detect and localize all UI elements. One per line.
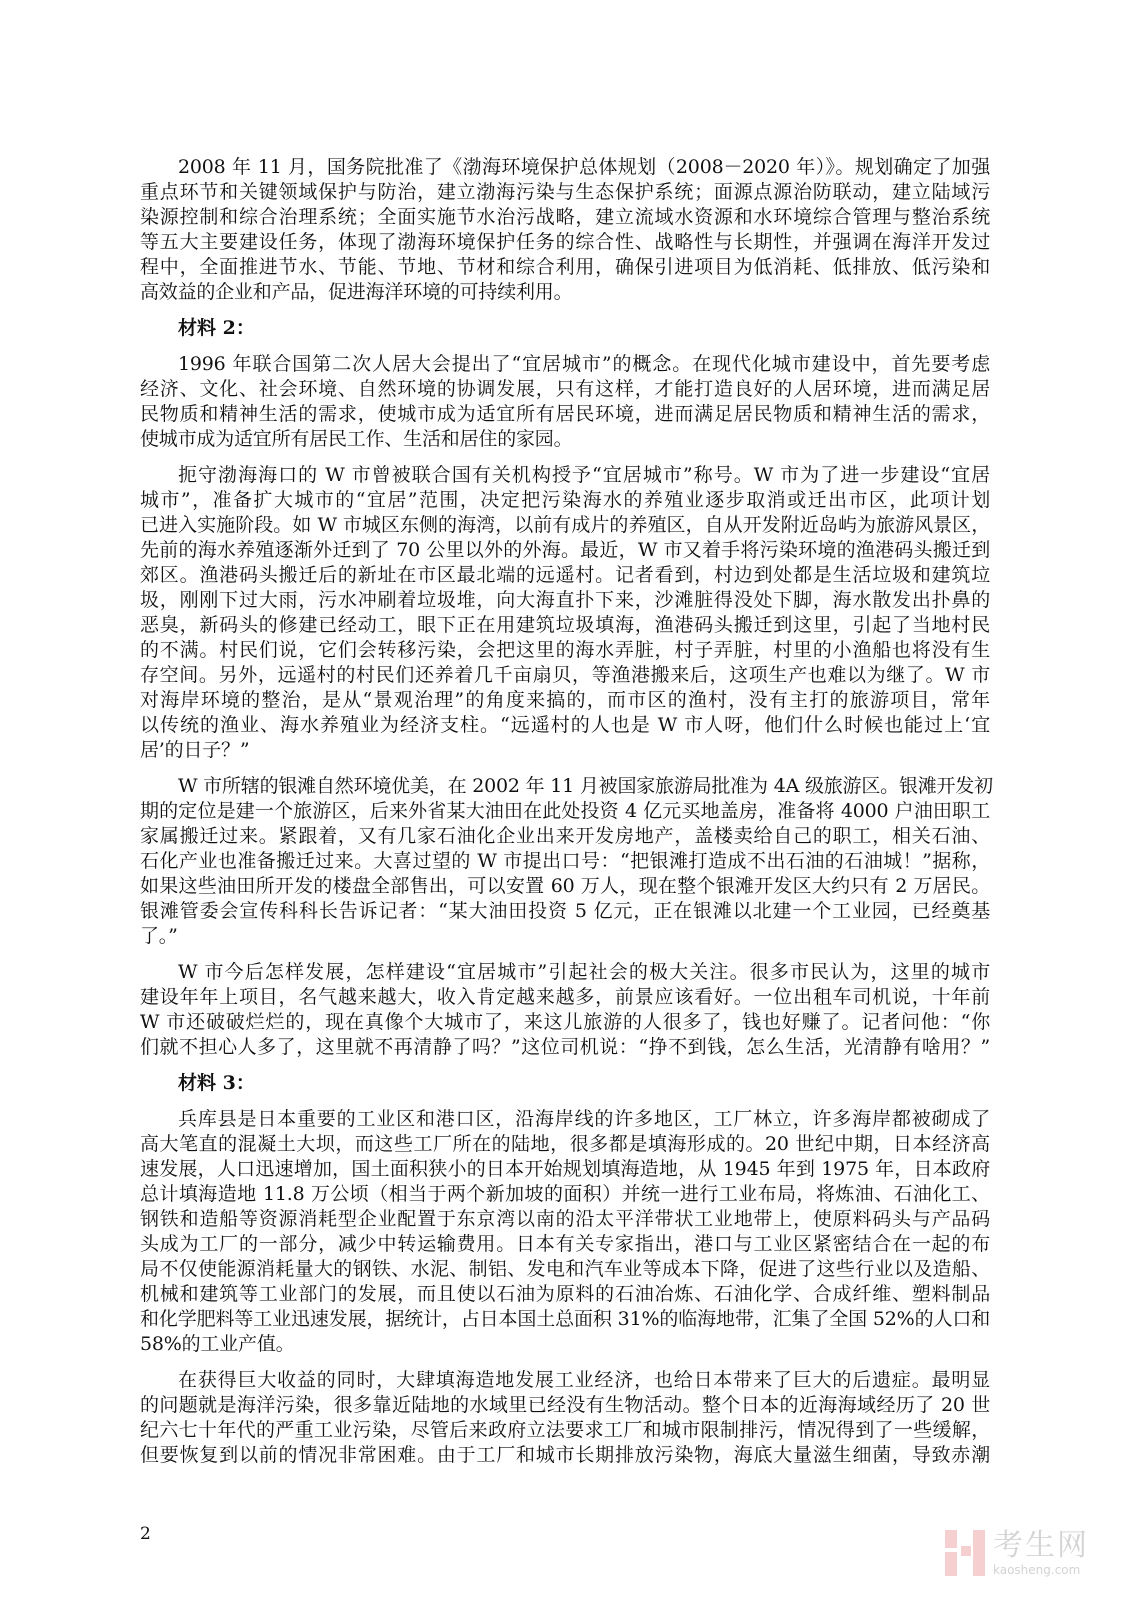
text-line: W 市还破破烂烂的，现在真像个大城市了，来这儿旅游的人很多了，钱也好赚了。记者问他：“你	[140, 1011, 990, 1033]
text-line: 58%的工业产值。	[140, 1333, 295, 1355]
kaosheng-logo-icon	[945, 1530, 985, 1576]
text-line: 兵库县是日本重要的工业区和港口区，沿海岸线的许多地区，工厂林立，许多海岸都被砌成了	[178, 1108, 990, 1130]
text-line: 使城市成为适宜所有居民工作、生活和居住的家园。	[140, 428, 573, 450]
text-line: 银滩管委会宣传科科长告诉记者：“某大油田投资 5 亿元，正在银滩以北建一个工业园，已经奠基	[140, 900, 990, 922]
text-line: 如果这些油田所开发的楼盘全部售出，可以安置 60 万人，现在整个银滩开发区大约只有 2 万居民。	[140, 875, 990, 897]
text-line: 和化学肥料等工业迅速发展，据统计，占日本国土总面积 31%的临海地带，汇集了全国 52%的人口和	[140, 1308, 990, 1330]
text-line: 等五大主要建设任务，体现了渤海环境保护任务的综合性、战略性与长期性，并强调在海洋开发过	[140, 231, 990, 253]
text-line: 1996 年联合国第二次人居大会提出了“宜居城市”的概念。在现代化城市建设中，首先要考虑	[178, 353, 990, 375]
text-line: 建设年年上项目，名气越来越大，收入肯定越来越多，前景应该看好。一位出租车司机说，十年前	[140, 986, 990, 1008]
page-number: 2	[140, 1524, 151, 1544]
text-line: 城市”，准备扩大城市的“宜居”范围，决定把污染海水的养殖业逐步取消或迁出市区，此项计划	[140, 489, 990, 511]
text-line: 总计填海造地 11.8 万公顷（相当于两个新加坡的面积）并统一进行工业布局，将炼油、石油化工、	[140, 1183, 990, 1205]
text-line: 存空间。另外，远遥村的村民们还养着几千亩扇贝，等渔港搬来后，这项生产也难以为继了。W 市	[140, 664, 990, 686]
section-heading: 材料 3：	[178, 1072, 255, 1094]
text-line: 头成为工厂的一部分，减少中转运输费用。日本有关专家指出，港口与工业区紧密结合在一起的布	[140, 1233, 990, 1255]
paragraph	[140, 774, 993, 949]
text-line: 程中，全面推进节水、节能、节地、节材和综合利用，确保引进项目为低消耗、低排放、低污染和	[140, 256, 990, 278]
text-line: 对海岸环境的整治，是从“景观治理”的角度来搞的，而市区的渔村，没有主打的旅游项目，常年	[140, 689, 990, 711]
text-line: 纪六七十年代的严重工业污染，尽管后来政府立法要求工厂和城市限制排污，情况得到了一些缓解，	[140, 1419, 990, 1441]
text-line: 郊区。渔港码头搬迁后的新址在市区最北端的远遥村。记者看到，村边到处都是生活垃圾和建筑垃	[140, 564, 990, 586]
text-line: 高大笔直的混凝土大坝，而这些工厂所在的陆地，很多都是填海形成的。20 世纪中期，日本经济高	[140, 1133, 990, 1155]
paragraph	[140, 352, 990, 452]
watermark-en: kaosheng.com	[993, 1562, 1081, 1577]
text-line: 重点环节和关键领域保护与防治，建立渤海污染与生态保护系统；面源点源治防联动，建立陆域污	[140, 181, 990, 203]
watermark-cn: 考生网	[993, 1527, 1089, 1563]
text-line: 圾，刚刚下过大雨，污水冲刷着垃圾堆，向大海直扑下来，沙滩脏得没处下脚，海水散发出扑鼻的	[140, 589, 990, 611]
paragraph	[140, 1107, 990, 1357]
text-line: W 市今后怎样发展，怎样建设“宜居城市”引起社会的极大关注。很多市民认为，这里的城市	[178, 961, 990, 983]
text-line: 期的定位是建一个旅游区，后来外省某大油田在此处投资 4 亿元买地盖房，准备将 4000 户油田职工	[140, 800, 990, 822]
text-line: 钢铁和造船等资源消耗型企业配置于东京湾以南的沿太平洋带状工业地带上，使原料码头与产品码	[140, 1208, 990, 1230]
text-line: 速发展，人口迅速增加，国土面积狭小的日本开始规划填海造地，从 1945 年到 1975 年，日本政府	[140, 1158, 990, 1180]
text-line: 2008 年 11 月，国务院批准了《渤海环境保护总体规划（2008－2020 年）》。规划确定了加强	[178, 156, 990, 178]
text-line: 已进入实施阶段。如 W 市城区东侧的海湾，以前有成片的养殖区，自从开发附近岛屿为旅游风景区，	[140, 514, 990, 536]
text-line: 了。”	[140, 925, 178, 947]
text-line: W 市所辖的银滩自然环境优美，在 2002 年 11 月被国家旅游局批准为 4A 级旅游区。银滩开发初	[178, 775, 993, 797]
text-line: 机械和建筑等工业部门的发展，而且使以石油为原料的石油冶炼、石油化学、合成纤维、塑料制品	[140, 1283, 990, 1305]
paragraph	[140, 1368, 990, 1468]
text-line: 石化产业也准备搬迁过来。大喜过望的 W 市提出口号：“把银滩打造成不出石油的石油城！”据称，	[140, 850, 990, 872]
text-line: 但要恢复到以前的情况非常困难。由于工厂和城市长期排放污染物，海底大量滋生细菌，导致赤潮	[140, 1444, 990, 1466]
text-line: 在获得巨大收益的同时，大肆填海造地发展工业经济，也给日本带来了巨大的后遗症。最明显	[178, 1369, 990, 1391]
text-line: 经济、文化、社会环境、自然环境的协调发展，只有这样，才能打造良好的人居环境，进而满足居	[140, 378, 990, 400]
document-body	[140, 155, 993, 1479]
text-line: 局不仅使能源消耗量大的钢铁、水泥、制铝、发电和汽车业等成本下降，促进了这些行业以及造船、	[140, 1258, 990, 1280]
text-line: 高效益的企业和产品，促进海洋环境的可持续利用。	[140, 281, 573, 303]
watermark-logo	[945, 1527, 1089, 1577]
text-line: 恶臭，新码头的修建已经动工，眼下正在用建筑垃圾填海，渔港码头搬迁到这里，引起了当地村民	[140, 614, 990, 636]
text-line: 的不满。村民们说，它们会转移污染，会把这里的海水弄脏，村子弄脏，村里的小渔船也将没有生	[140, 639, 990, 661]
text-line: 居’的日子？”	[140, 739, 250, 761]
section-heading: 材料 2：	[178, 317, 255, 339]
text-line: 家属搬迁过来。紧跟着，又有几家石油化企业出来开发房地产，盖楼卖给自己的职工，相关石油、	[140, 825, 990, 847]
paragraph	[140, 960, 990, 1060]
text-line: 以传统的渔业、海水养殖业为经济支柱。“远遥村的人也是 W 市人呀，他们什么时候也能过上‘宜	[140, 714, 990, 736]
text-line: 们就不担心人多了，这里就不再清静了吗？”这位司机说：“挣不到钱，怎么生活，光清静有啥用？”	[140, 1036, 990, 1058]
text-line: 先前的海水养殖逐渐外迁到了 70 公里以外的外海。最近，W 市又着手将污染环境的渔港码头搬迁到	[140, 539, 990, 561]
text-line: 扼守渤海海口的 W 市曾被联合国有关机构授予“宜居城市”称号。W 市为了进一步建设“宜居	[178, 464, 990, 486]
text-line: 的问题就是海洋污染，很多靠近陆地的水域里已经没有生物活动。整个日本的近海海域经历了 20 世	[140, 1394, 990, 1416]
paragraph	[140, 155, 990, 305]
text-line: 染源控制和综合治理系统；全面实施节水治污战略，建立流域水资源和水环境综合管理与整治系统	[140, 206, 990, 228]
paragraph	[140, 463, 990, 763]
text-line: 民物质和精神生活的需求，使城市成为适宜所有居民环境，进而满足居民物质和精神生活的需求，	[140, 403, 990, 425]
